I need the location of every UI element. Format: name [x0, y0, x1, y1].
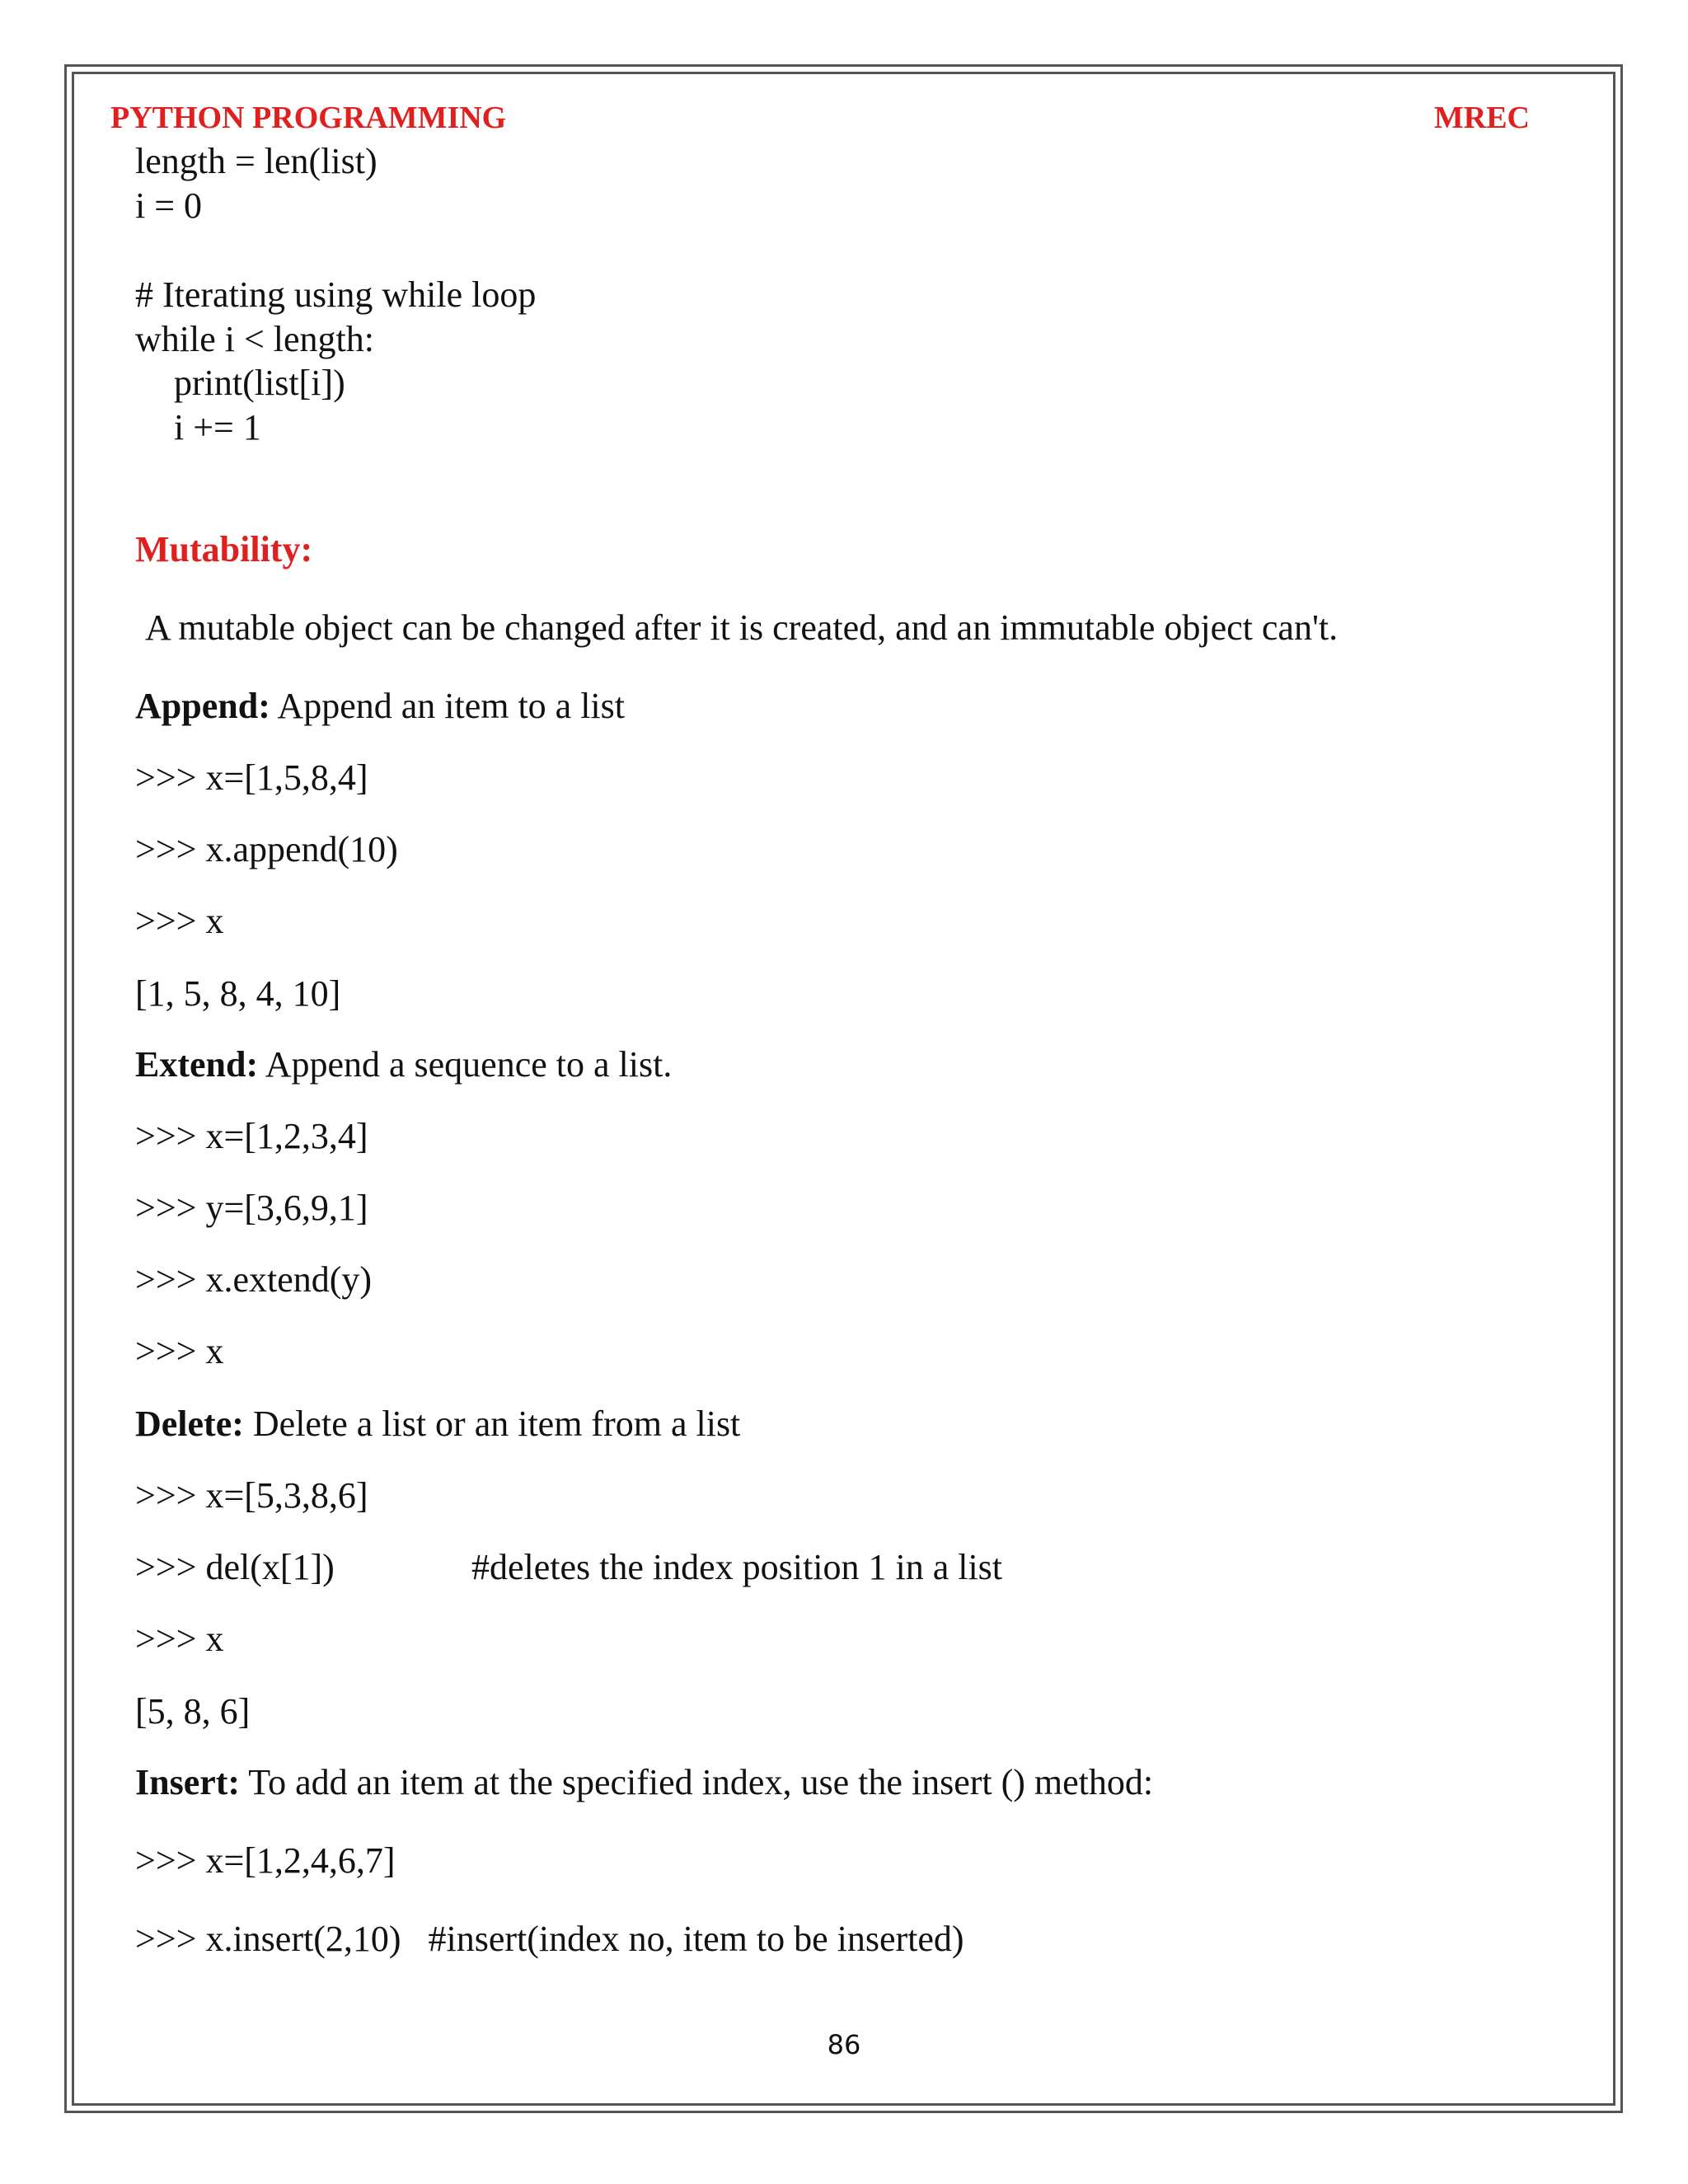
mutability-description: A mutable object can be changed after it is created, and an immutable object can't.	[145, 607, 1339, 648]
append-label: Append:	[135, 686, 270, 726]
delete-output-line: [5, 8, 6]	[135, 1691, 251, 1732]
extend-code-line: >>> y=[3,6,9,1]	[135, 1188, 368, 1228]
delete-code-line: >>> x=[5,3,8,6]	[135, 1475, 368, 1516]
extend-code-line: >>> x.extend(y)	[135, 1259, 373, 1300]
delete-text: Delete a list or an item from a list	[243, 1404, 741, 1444]
extend-label: Extend:	[135, 1044, 259, 1085]
section-heading-mutability: Mutability:	[135, 529, 313, 569]
insert-paragraph	[135, 1762, 1154, 1802]
code-line: print(list[i])	[174, 363, 345, 403]
append-code-line: >>> x=[1,5,8,4]	[135, 757, 368, 798]
delete-code-line: >>> del(x[1])	[135, 1547, 335, 1587]
append-paragraph	[135, 688, 625, 724]
extend-code-line: >>> x=[1,2,3,4]	[135, 1116, 368, 1156]
header-institution: MREC	[1433, 101, 1530, 135]
extend-paragraph	[135, 1044, 673, 1085]
extend-text: Append a sequence to a list.	[258, 1044, 673, 1085]
append-output-line: [1, 5, 8, 4, 10]	[135, 973, 341, 1014]
delete-code-line: >>> x	[135, 1619, 224, 1659]
header-title: PYTHON PROGRAMMING	[110, 101, 507, 135]
code-line: i += 1	[174, 407, 261, 448]
delete-code-comment: #deletes the index position 1 in a list	[471, 1547, 1003, 1587]
code-line: i = 0	[135, 185, 203, 226]
insert-text: To add an item at the specified index, use the insert () method:	[240, 1762, 1154, 1802]
append-code-line: >>> x.append(10)	[135, 829, 398, 869]
page-number: 86	[827, 2029, 861, 2060]
extend-code-line: >>> x	[135, 1331, 224, 1371]
append-code-line: >>> x	[135, 901, 224, 941]
code-comment-line: # Iterating using while loop	[135, 274, 537, 315]
delete-label: Delete:	[135, 1404, 244, 1444]
insert-label: Insert:	[135, 1762, 241, 1802]
code-line: length = len(list)	[135, 141, 377, 181]
delete-paragraph	[135, 1406, 740, 1442]
insert-code-line: >>> x=[1,2,4,6,7]	[135, 1840, 396, 1881]
append-text: Append an item to a list	[270, 686, 626, 726]
code-line: while i < length:	[135, 319, 374, 359]
insert-code-line: >>> x.insert(2,10) #insert(index no, item to be inserted)	[135, 1919, 964, 1959]
